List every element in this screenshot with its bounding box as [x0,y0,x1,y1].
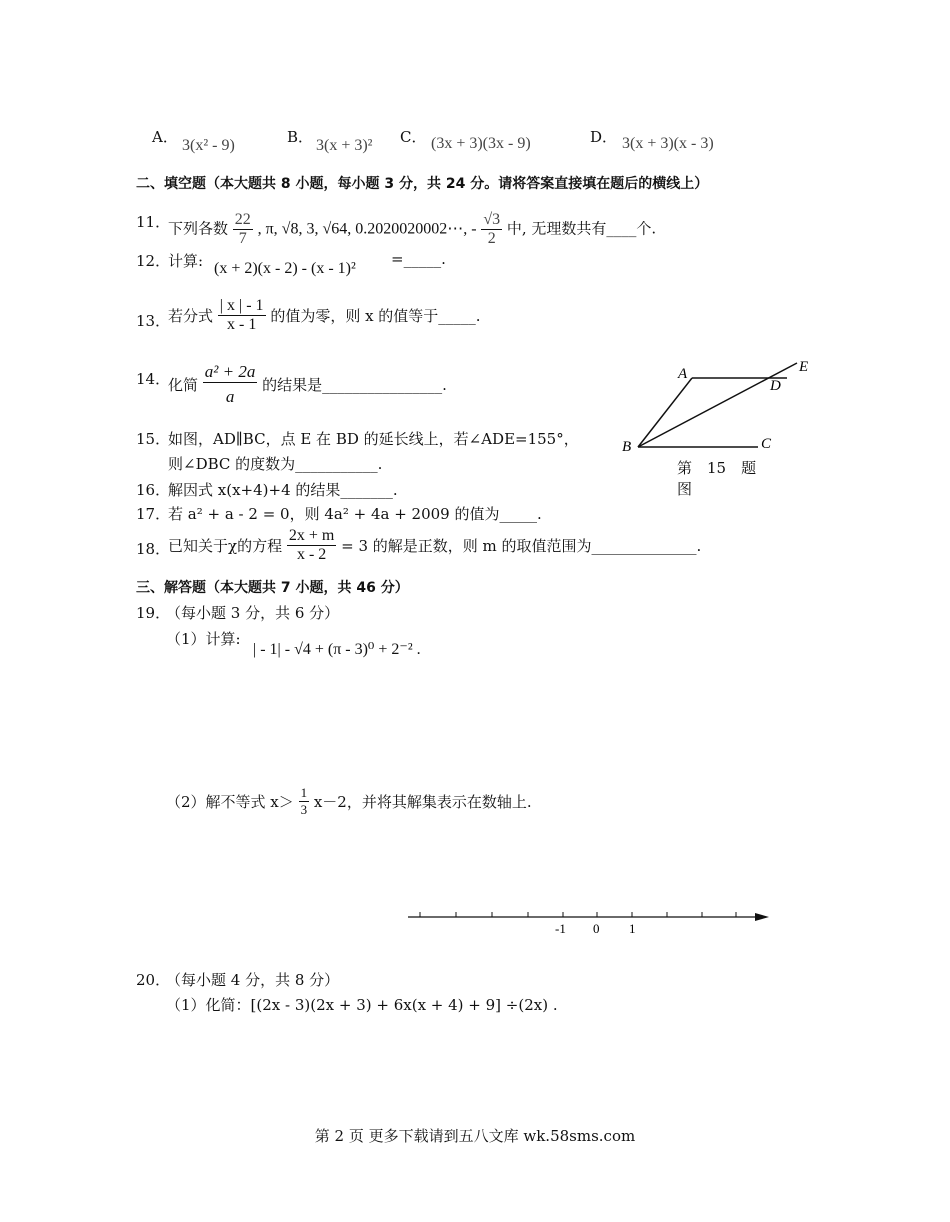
q13-fraction-num: | x | - 1 [219,297,264,314]
axis-arrow [755,913,769,921]
option-c-expr: (3x + 3)(3x - 9) [431,135,531,152]
q13-number: 13． [136,312,171,330]
figure-caption-1: 第 15 题 [677,459,757,477]
q17-number: 17． [136,505,171,523]
q19-part2-fraction-den: 3 [300,802,308,817]
q12-post: =_____. [391,250,446,268]
q19-part1-expr: | - 1| - √4 + (π - 3)⁰ + 2⁻² . [253,641,421,658]
q14-pre: 化简 [168,376,199,394]
option-b-expr: 3(x + 3)² [316,137,373,154]
q18-pre: 已知关于χ的方程 [168,537,283,555]
q14-fraction [203,362,258,407]
point-a-label: A [678,366,688,382]
q14-line [168,362,447,407]
q11-fraction-2 [481,211,502,248]
option-a-label: A． [152,128,178,146]
q16-number: 16． [136,481,171,499]
q19-part2-fraction-num: 1 [300,785,308,800]
q11-fraction2-den: 2 [481,229,502,248]
q13-post: 的值为零，则 x 的值等于_____. [270,307,481,325]
q11-fraction [233,211,253,248]
q18-fraction-num: 2x + m [288,527,335,544]
section-2-title: 二、填空题（本大题共 8 小题，每小题 3 分，共 24 分。请将答案直接填在题后的横线上） [136,176,709,192]
q11-pre: 下列各数 [168,219,229,238]
segment-be [638,363,797,447]
option-b-label: B． [287,128,314,146]
q19-part1-pre: （1）计算: [166,630,241,648]
figure-q15 [615,355,815,500]
q16-text: 解因式 x(x+4)+4 的结果_______. [168,481,398,499]
q13-fraction [218,297,266,334]
point-b-label: B [622,439,632,455]
q12-number: 12． [136,252,171,270]
q18-number: 18． [136,540,171,558]
q14-post: 的结果是________________. [262,376,447,394]
q20-number: 20． [136,971,171,989]
q19-header: （每小题 3 分，共 6 分） [166,604,340,622]
axis-label-neg1: -1 [555,921,566,936]
q19-part2-post: x－2，并将其解集表示在数轴上. [313,793,532,811]
q19-part2-fraction [299,785,310,818]
footer: 第 2 页 更多下载请到五八文库 wk.58sms.com [314,1127,636,1145]
q17-text: 若 a² + a - 2 = 0，则 4a² + 4a + 2009 的值为_____. [168,505,542,523]
q15-line-2: 则∠DBC 的度数为___________. [168,455,383,473]
point-e-label: E [799,359,809,375]
axis-label-1: 1 [629,921,636,936]
q15-line-1: 如图，AD∥BC，点 E 在 BD 的延长线上，若∠ADE=155°， [168,430,579,448]
q12-expr: (x + 2)(x - 2) - (x - 1)² [214,260,356,277]
q13-fraction-den: x - 1 [218,315,266,334]
q18-line [168,527,701,564]
q11-fraction-num: 22 [234,211,251,228]
q11-fraction-den: 7 [233,229,253,248]
q12-pre: 计算: [168,252,204,270]
q19-number: 19． [136,604,171,622]
q11-list: , π, √8, 3, √64, 0.2020020002⋯, - [257,220,477,238]
figure-caption-2: 图 [677,480,693,498]
q18-fraction [287,527,336,564]
section-3-title: 三、解答题（本大题共 7 小题，共 46 分） [136,580,409,596]
q14-number: 14． [136,370,171,388]
q14-fraction-num: a² + 2a [204,362,256,381]
q13-line [168,297,481,334]
q11-number: 11． [136,213,171,231]
q20-part1: （1）化简：[(2x - 3)(2x + 3) + 6x(x + 4) + 9] ÷(2x) . [166,996,558,1014]
option-d-expr: 3(x + 3)(x - 3) [622,135,714,152]
q11-post: 中, 无理数共有____个. [506,219,657,238]
option-c-label: C． [400,128,427,146]
q15-number: 15． [136,430,171,448]
q19-part2-line [166,785,532,818]
axis-ticks [420,912,736,917]
q11-fraction2-num: √3 [483,211,501,228]
segment-ab [638,378,692,447]
q14-fraction-den: a [203,382,258,407]
option-a-expr: 3(x² - 9) [182,137,235,154]
q11-line [168,211,656,248]
q18-post: = 3 的解是正数，则 m 的取值范围为______________. [341,537,702,555]
q20-header: （每小题 4 分，共 8 分） [166,971,340,989]
axis-label-0: 0 [593,921,600,936]
point-d-label: D [770,378,781,394]
point-c-label: C [761,436,772,452]
q19-part2-pre: （2）解不等式 x＞ [166,793,294,811]
option-d-label: D． [590,128,618,146]
q13-pre: 若分式 [168,307,214,325]
q18-fraction-den: x - 2 [287,545,336,564]
number-axis [405,905,775,945]
